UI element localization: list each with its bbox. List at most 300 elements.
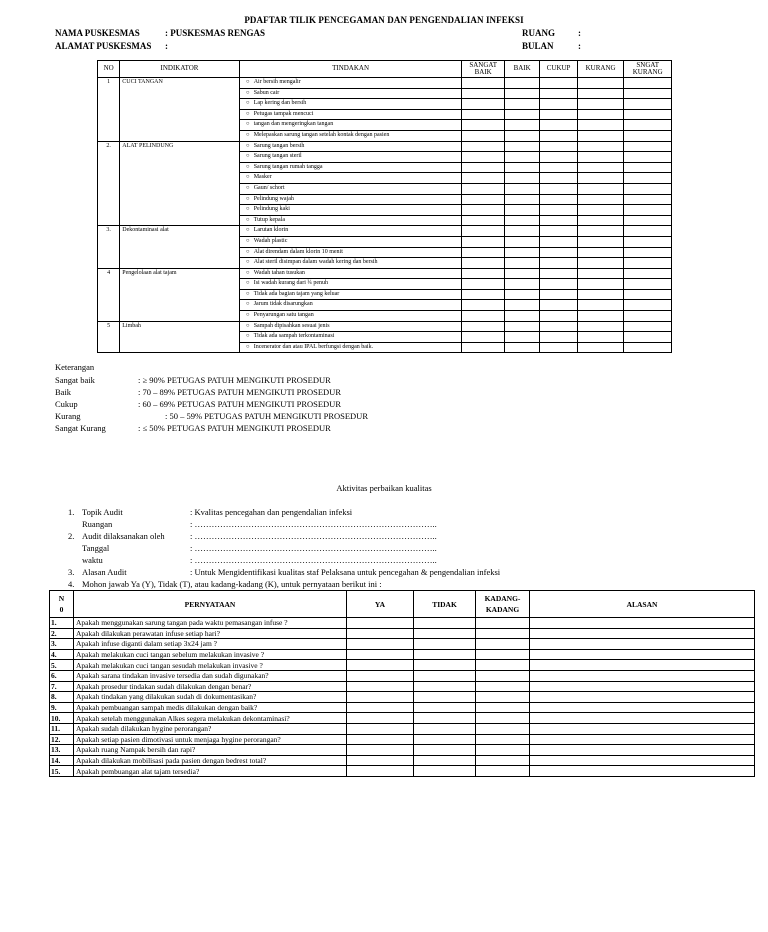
rating-cell-baik[interactable] (504, 194, 539, 205)
rating-cell-sangat-baik[interactable] (462, 141, 505, 152)
checklist-no (98, 109, 120, 120)
rating-cell-sangat-baik[interactable] (462, 258, 505, 269)
answer-cell-alasan[interactable] (530, 745, 755, 756)
answer-cell-tidak[interactable] (414, 745, 476, 756)
checklist-indikator (120, 236, 239, 247)
answer-cell-alasan[interactable] (530, 755, 755, 766)
rating-cell-kurang[interactable] (577, 268, 624, 279)
rating-cell-sangat-baik[interactable] (462, 300, 505, 311)
bullet-circle-icon: ○ (245, 163, 250, 170)
rating-cell-sangat-baik[interactable] (462, 289, 505, 300)
answer-cell-kadang[interactable] (476, 745, 530, 756)
answer-cell-kadang[interactable] (476, 723, 530, 734)
answer-cell-kadang[interactable] (476, 670, 530, 681)
col-kurang: KURANG (577, 61, 624, 78)
answer-cell-alasan[interactable] (530, 766, 755, 777)
col-q-no-bottom: 0 (59, 605, 64, 614)
checklist-tindakan (239, 173, 462, 184)
rating-cell-sangat-kurang[interactable] (624, 78, 672, 89)
rating-cell-cukup[interactable] (540, 88, 577, 99)
rating-cell-baik[interactable] (504, 162, 539, 173)
rating-cell-kurang[interactable] (577, 109, 624, 120)
rating-cell-cukup[interactable] (540, 205, 577, 216)
rating-cell-sangat-kurang[interactable] (624, 99, 672, 110)
checklist-body (98, 78, 672, 353)
rating-cell-sangat-baik[interactable] (462, 173, 505, 184)
rating-cell-sangat-baik[interactable] (462, 215, 505, 226)
rating-cell-sangat-kurang[interactable] (624, 332, 672, 343)
rating-cell-cukup[interactable] (540, 268, 577, 279)
rating-cell-sangat-baik[interactable] (462, 120, 505, 131)
rating-cell-sangat-kurang[interactable] (624, 300, 672, 311)
col-alasan: ALASAN (530, 591, 755, 618)
answer-cell-kadang[interactable] (476, 660, 530, 671)
rating-cell-baik[interactable] (504, 300, 539, 311)
answer-cell-kadang[interactable] (476, 702, 530, 713)
rating-cell-baik[interactable] (504, 215, 539, 226)
nama-puskesmas-label: NAMA PUSKESMAS (55, 28, 140, 38)
rating-cell-cukup[interactable] (540, 120, 577, 131)
tindakan-text: Tidak ada bagian tajam yang keluar (253, 290, 340, 297)
checklist-tindakan (239, 141, 462, 152)
answer-cell-ya[interactable] (347, 755, 414, 766)
bullet-circle-icon: ○ (245, 301, 250, 308)
rating-cell-sangat-kurang[interactable] (624, 194, 672, 205)
answer-cell-tidak[interactable] (414, 660, 476, 671)
checklist-indikator (120, 247, 239, 258)
checklist-row (98, 205, 672, 216)
rating-cell-kurang[interactable] (577, 194, 624, 205)
rating-cell-kurang[interactable] (577, 311, 624, 322)
checklist-tindakan (239, 88, 462, 99)
rating-cell-sangat-baik[interactable] (462, 226, 505, 237)
rating-cell-baik[interactable] (504, 332, 539, 343)
checklist-no (98, 120, 120, 131)
question-row (50, 660, 755, 671)
rating-cell-sangat-baik[interactable] (462, 130, 505, 141)
question-no: 12. (50, 734, 74, 745)
checklist-row (98, 173, 672, 184)
rating-cell-baik[interactable] (504, 173, 539, 184)
rating-cell-sangat-baik[interactable] (462, 205, 505, 216)
question-no: 13. (50, 745, 74, 756)
answer-cell-kadang[interactable] (476, 639, 530, 650)
rating-cell-sangat-kurang[interactable] (624, 215, 672, 226)
rating-cell-cukup[interactable] (540, 258, 577, 269)
question-text: Apakah ruang Nampak bersih dan rapi? (74, 745, 347, 756)
rating-cell-sangat-baik[interactable] (462, 88, 505, 99)
question-no: 2. (50, 628, 74, 639)
ruang-value: : (578, 28, 581, 38)
col-q-no-top: N (58, 594, 65, 603)
answer-cell-ya[interactable] (347, 639, 414, 650)
topik-label: Topik Audit (82, 507, 123, 517)
rating-cell-cukup[interactable] (540, 194, 577, 205)
col-kadang-top: KADANG- (484, 594, 521, 603)
checklist-row (98, 152, 672, 163)
answer-cell-tidak[interactable] (414, 766, 476, 777)
tindakan-text: Wadah tahan tusukan (253, 269, 305, 276)
rating-cell-baik[interactable] (504, 311, 539, 322)
rating-cell-sangat-baik[interactable] (462, 311, 505, 322)
answer-cell-ya[interactable] (347, 766, 414, 777)
answer-cell-ya[interactable] (347, 660, 414, 671)
rating-cell-sangat-kurang[interactable] (624, 279, 672, 290)
rating-cell-sangat-kurang[interactable] (624, 226, 672, 237)
rating-cell-sangat-kurang[interactable] (624, 289, 672, 300)
checklist-row (98, 236, 672, 247)
tindakan-text: Lap kering dan bersih (253, 100, 307, 107)
answer-cell-alasan[interactable] (530, 670, 755, 681)
rating-cell-kurang[interactable] (577, 141, 624, 152)
rating-cell-baik[interactable] (504, 88, 539, 99)
answer-cell-tidak[interactable] (414, 649, 476, 660)
rating-cell-kurang[interactable] (577, 215, 624, 226)
rating-cell-kurang[interactable] (577, 173, 624, 184)
rating-cell-sangat-baik[interactable] (462, 279, 505, 290)
col-kadang (476, 591, 530, 618)
rating-cell-sangat-kurang[interactable] (624, 311, 672, 322)
checklist-indikator (120, 109, 239, 120)
rating-cell-cukup[interactable] (540, 226, 577, 237)
rating-cell-baik[interactable] (504, 321, 539, 332)
question-no: 11. (50, 723, 74, 734)
answer-cell-alasan[interactable] (530, 702, 755, 713)
answer-cell-ya[interactable] (347, 692, 414, 703)
tindakan-text: Jarum tidak disarungkan (253, 301, 313, 308)
rating-cell-kurang[interactable] (577, 236, 624, 247)
bullet-circle-icon: ○ (245, 131, 250, 138)
rating-cell-sangat-kurang[interactable] (624, 88, 672, 99)
rating-cell-baik[interactable] (504, 152, 539, 163)
rating-cell-sangat-baik[interactable] (462, 321, 505, 332)
rating-cell-sangat-baik[interactable] (462, 152, 505, 163)
rating-cell-sangat-baik[interactable] (462, 268, 505, 279)
dilaksanakan-num: 2. (68, 531, 75, 541)
answer-cell-alasan[interactable] (530, 681, 755, 692)
rating-cell-baik[interactable] (504, 99, 539, 110)
answer-cell-alasan[interactable] (530, 723, 755, 734)
answer-cell-kadang[interactable] (476, 713, 530, 724)
checklist-row (98, 247, 672, 258)
rating-cell-baik[interactable] (504, 258, 539, 269)
answer-cell-tidak[interactable] (414, 755, 476, 766)
checklist-no (98, 300, 120, 311)
answer-cell-kadang[interactable] (476, 755, 530, 766)
rating-cell-kurang[interactable] (577, 226, 624, 237)
rating-cell-kurang[interactable] (577, 120, 624, 131)
answer-cell-tidak[interactable] (414, 681, 476, 692)
rating-cell-baik[interactable] (504, 130, 539, 141)
rating-cell-baik[interactable] (504, 268, 539, 279)
rating-cell-baik[interactable] (504, 236, 539, 247)
tindakan-text: Sarung tangan rumah tangga (253, 163, 323, 170)
answer-cell-tidak[interactable] (414, 713, 476, 724)
checklist-tindakan (239, 99, 462, 110)
rating-cell-sangat-kurang[interactable] (624, 247, 672, 258)
tindakan-text: tangan dan mengeringkan tangan (253, 121, 334, 128)
question-row (50, 755, 755, 766)
question-no: 15. (50, 766, 74, 777)
rating-cell-baik[interactable] (504, 289, 539, 300)
col-sangat-baik: SANGAT BAIK (462, 61, 505, 78)
rating-cell-baik[interactable] (504, 226, 539, 237)
answer-cell-alasan[interactable] (530, 734, 755, 745)
rating-cell-sangat-kurang[interactable] (624, 130, 672, 141)
rating-cell-cukup[interactable] (540, 141, 577, 152)
rating-cell-sangat-baik[interactable] (462, 99, 505, 110)
answer-cell-tidak[interactable] (414, 618, 476, 629)
answer-cell-ya[interactable] (347, 745, 414, 756)
question-text: Apakah pembuangan sampah medis dilakukan dengan baik? (74, 702, 347, 713)
checklist-no (98, 289, 120, 300)
checklist-no (98, 247, 120, 258)
rating-cell-sangat-kurang[interactable] (624, 321, 672, 332)
col-tidak: TIDAK (414, 591, 476, 618)
rating-cell-baik[interactable] (504, 109, 539, 120)
answer-cell-ya[interactable] (347, 723, 414, 734)
tindakan-text: Melepaskan sarung tangan setelah kontak dengan pasien (253, 131, 390, 138)
answer-cell-kadang[interactable] (476, 681, 530, 692)
tindakan-text: Petugas tampak mencuci (253, 110, 314, 117)
answer-cell-kadang[interactable] (476, 692, 530, 703)
rating-cell-baik[interactable] (504, 120, 539, 131)
rating-cell-kurang[interactable] (577, 152, 624, 163)
question-no: 9. (50, 702, 74, 713)
rating-cell-sangat-kurang[interactable] (624, 236, 672, 247)
bullet-circle-icon: ○ (245, 269, 250, 276)
tindakan-text: Sampah dipisahkan sesuai jenis (253, 322, 330, 329)
answer-cell-ya[interactable] (347, 618, 414, 629)
checklist-indikator (120, 289, 239, 300)
answer-cell-ya[interactable] (347, 670, 414, 681)
rating-cell-kurang[interactable] (577, 99, 624, 110)
tindakan-text: Larutan klorin (253, 227, 289, 234)
checklist-no (98, 88, 120, 99)
rating-cell-kurang[interactable] (577, 205, 624, 216)
answer-cell-ya[interactable] (347, 702, 414, 713)
question-row (50, 692, 755, 703)
tindakan-text: Incenerator dan atau IPAL berfungsi dengan baik. (253, 343, 374, 350)
answer-cell-kadang[interactable] (476, 618, 530, 629)
rating-cell-kurang[interactable] (577, 130, 624, 141)
rating-cell-sangat-kurang[interactable] (624, 205, 672, 216)
mohon-text: Mohon jawab Ya (Y), Tidak (T), atau kadang-kadang (K), untuk pernyataan berikut ini : (82, 579, 382, 589)
rating-cell-sangat-baik[interactable] (462, 236, 505, 247)
topik-value: : Kvalitas pencegahan dan pengendalian infeksi (190, 507, 353, 517)
checklist-tindakan (239, 162, 462, 173)
keterangan-row (55, 375, 555, 385)
rating-cell-cukup[interactable] (540, 289, 577, 300)
checklist-indikator (120, 311, 239, 322)
answer-cell-ya[interactable] (347, 734, 414, 745)
rating-cell-sangat-baik[interactable] (462, 194, 505, 205)
col-baik: BAIK (504, 61, 539, 78)
rating-cell-sangat-kurang[interactable] (624, 183, 672, 194)
answer-cell-kadang[interactable] (476, 734, 530, 745)
answer-cell-ya[interactable] (347, 713, 414, 724)
answer-cell-tidak[interactable] (414, 734, 476, 745)
rating-cell-cukup[interactable] (540, 342, 577, 353)
checklist-row (98, 321, 672, 332)
rating-cell-sangat-kurang[interactable] (624, 141, 672, 152)
checklist-row (98, 183, 672, 194)
rating-cell-cukup[interactable] (540, 332, 577, 343)
question-text: Apakah melakukan cuci tangan sebelum melakukan invasive ? (74, 649, 347, 660)
question-text: Apakah prosedur tindakan sudah dilakukan dengan benar? (74, 681, 347, 692)
rating-cell-kurang[interactable] (577, 332, 624, 343)
tindakan-text: Sarung tangan bersih (253, 142, 305, 149)
rating-cell-sangat-baik[interactable] (462, 78, 505, 89)
checklist-indikator (120, 342, 239, 353)
answer-cell-ya[interactable] (347, 628, 414, 639)
rating-cell-cukup[interactable] (540, 311, 577, 322)
answer-cell-tidak[interactable] (414, 670, 476, 681)
checklist-row (98, 332, 672, 343)
waktu-value: : ………………………………………………………………………….. (190, 555, 437, 565)
checklist-tindakan (239, 152, 462, 163)
checklist-row (98, 141, 672, 152)
answer-cell-tidak[interactable] (414, 639, 476, 650)
keterangan-value: : ≤ 50% PETUGAS PATUH MENGIKUTI PROSEDUR (138, 423, 331, 433)
answer-cell-alasan[interactable] (530, 649, 755, 660)
rating-cell-kurang[interactable] (577, 162, 624, 173)
question-row (50, 766, 755, 777)
answer-cell-kadang[interactable] (476, 628, 530, 639)
rating-cell-cukup[interactable] (540, 247, 577, 258)
rating-cell-cukup[interactable] (540, 78, 577, 89)
checklist-tindakan (239, 109, 462, 120)
rating-cell-cukup[interactable] (540, 152, 577, 163)
tindakan-text: Sarung tangan steril (253, 153, 302, 160)
tindakan-text: Tutup kepala (253, 216, 285, 223)
checklist-row (98, 99, 672, 110)
rating-cell-baik[interactable] (504, 141, 539, 152)
rating-cell-sangat-kurang[interactable] (624, 268, 672, 279)
rating-cell-kurang[interactable] (577, 300, 624, 311)
rating-cell-cukup[interactable] (540, 173, 577, 184)
answer-cell-kadang[interactable] (476, 766, 530, 777)
question-row (50, 713, 755, 724)
question-text: Apakah dilakukan mobilisasi pada pasien dengan bedrest total? (74, 755, 347, 766)
rating-cell-kurang[interactable] (577, 279, 624, 290)
answer-cell-ya[interactable] (347, 649, 414, 660)
rating-cell-sangat-kurang[interactable] (624, 109, 672, 120)
answer-cell-tidak[interactable] (414, 723, 476, 734)
rating-cell-cukup[interactable] (540, 130, 577, 141)
rating-cell-kurang[interactable] (577, 78, 624, 89)
answer-cell-kadang[interactable] (476, 649, 530, 660)
keterangan-label: Kurang (55, 411, 81, 421)
question-text: Apakah melakukan cuci tangan sesudah melakukan invasive ? (74, 660, 347, 671)
rating-cell-sangat-baik[interactable] (462, 109, 505, 120)
rating-cell-sangat-kurang[interactable] (624, 120, 672, 131)
answer-cell-tidak[interactable] (414, 692, 476, 703)
checklist-table (97, 60, 672, 353)
answer-cell-ya[interactable] (347, 681, 414, 692)
topik-num: 1. (68, 507, 75, 517)
checklist-no: 3. (98, 226, 120, 237)
answer-cell-alasan[interactable] (530, 713, 755, 724)
bullet-circle-icon: ○ (245, 100, 250, 107)
rating-cell-baik[interactable] (504, 78, 539, 89)
rating-cell-cukup[interactable] (540, 183, 577, 194)
rating-cell-sangat-baik[interactable] (462, 247, 505, 258)
rating-cell-kurang[interactable] (577, 321, 624, 332)
rating-cell-sangat-kurang[interactable] (624, 173, 672, 184)
answer-cell-alasan[interactable] (530, 660, 755, 671)
checklist-no (98, 173, 120, 184)
rating-cell-cukup[interactable] (540, 162, 577, 173)
checklist-no (98, 279, 120, 290)
rating-cell-cukup[interactable] (540, 109, 577, 120)
answer-cell-tidak[interactable] (414, 702, 476, 713)
checklist-tindakan (239, 279, 462, 290)
rating-cell-baik[interactable] (504, 205, 539, 216)
answer-cell-alasan[interactable] (530, 639, 755, 650)
rating-cell-kurang[interactable] (577, 342, 624, 353)
checklist-tindakan (239, 120, 462, 131)
rating-cell-kurang[interactable] (577, 258, 624, 269)
checklist-tindakan (239, 205, 462, 216)
rating-cell-baik[interactable] (504, 183, 539, 194)
rating-cell-cukup[interactable] (540, 321, 577, 332)
checklist-indikator (120, 205, 239, 216)
checklist-tindakan (239, 215, 462, 226)
rating-cell-cukup[interactable] (540, 300, 577, 311)
rating-cell-sangat-kurang[interactable] (624, 152, 672, 163)
question-row (50, 734, 755, 745)
rating-cell-baik[interactable] (504, 342, 539, 353)
checklist-tindakan (239, 130, 462, 141)
tindakan-text: Gaun/ schort (253, 184, 285, 191)
answer-cell-tidak[interactable] (414, 628, 476, 639)
rating-cell-cukup[interactable] (540, 279, 577, 290)
rating-cell-sangat-baik[interactable] (462, 162, 505, 173)
rating-cell-cukup[interactable] (540, 236, 577, 247)
rating-cell-sangat-baik[interactable] (462, 332, 505, 343)
rating-cell-sangat-kurang[interactable] (624, 162, 672, 173)
checklist-no: 4 (98, 268, 120, 279)
tindakan-text: Sabun cair (253, 89, 280, 96)
rating-cell-kurang[interactable] (577, 88, 624, 99)
checklist-row (98, 78, 672, 89)
rating-cell-cukup[interactable] (540, 99, 577, 110)
rating-cell-sangat-kurang[interactable] (624, 342, 672, 353)
alamat-puskesmas-value: : (165, 41, 168, 51)
rating-cell-kurang[interactable] (577, 183, 624, 194)
rating-cell-kurang[interactable] (577, 247, 624, 258)
answer-cell-alasan[interactable] (530, 692, 755, 703)
rating-cell-sangat-kurang[interactable] (624, 258, 672, 269)
checklist-indikator: Dekontaminasi alat (120, 226, 239, 237)
answer-cell-alasan[interactable] (530, 618, 755, 629)
rating-cell-baik[interactable] (504, 247, 539, 258)
rating-cell-kurang[interactable] (577, 289, 624, 300)
question-row (50, 681, 755, 692)
rating-cell-cukup[interactable] (540, 215, 577, 226)
checklist-no (98, 152, 120, 163)
answer-cell-alasan[interactable] (530, 628, 755, 639)
rating-cell-sangat-baik[interactable] (462, 342, 505, 353)
checklist-no (98, 311, 120, 322)
checklist-tindakan (239, 311, 462, 322)
question-no: 1. (50, 618, 74, 629)
rating-cell-sangat-baik[interactable] (462, 183, 505, 194)
rating-cell-baik[interactable] (504, 279, 539, 290)
keterangan-row (55, 399, 555, 409)
question-text: Apakah setelah menggunakan Alkes segera melakukan dekontaminasi? (74, 713, 347, 724)
